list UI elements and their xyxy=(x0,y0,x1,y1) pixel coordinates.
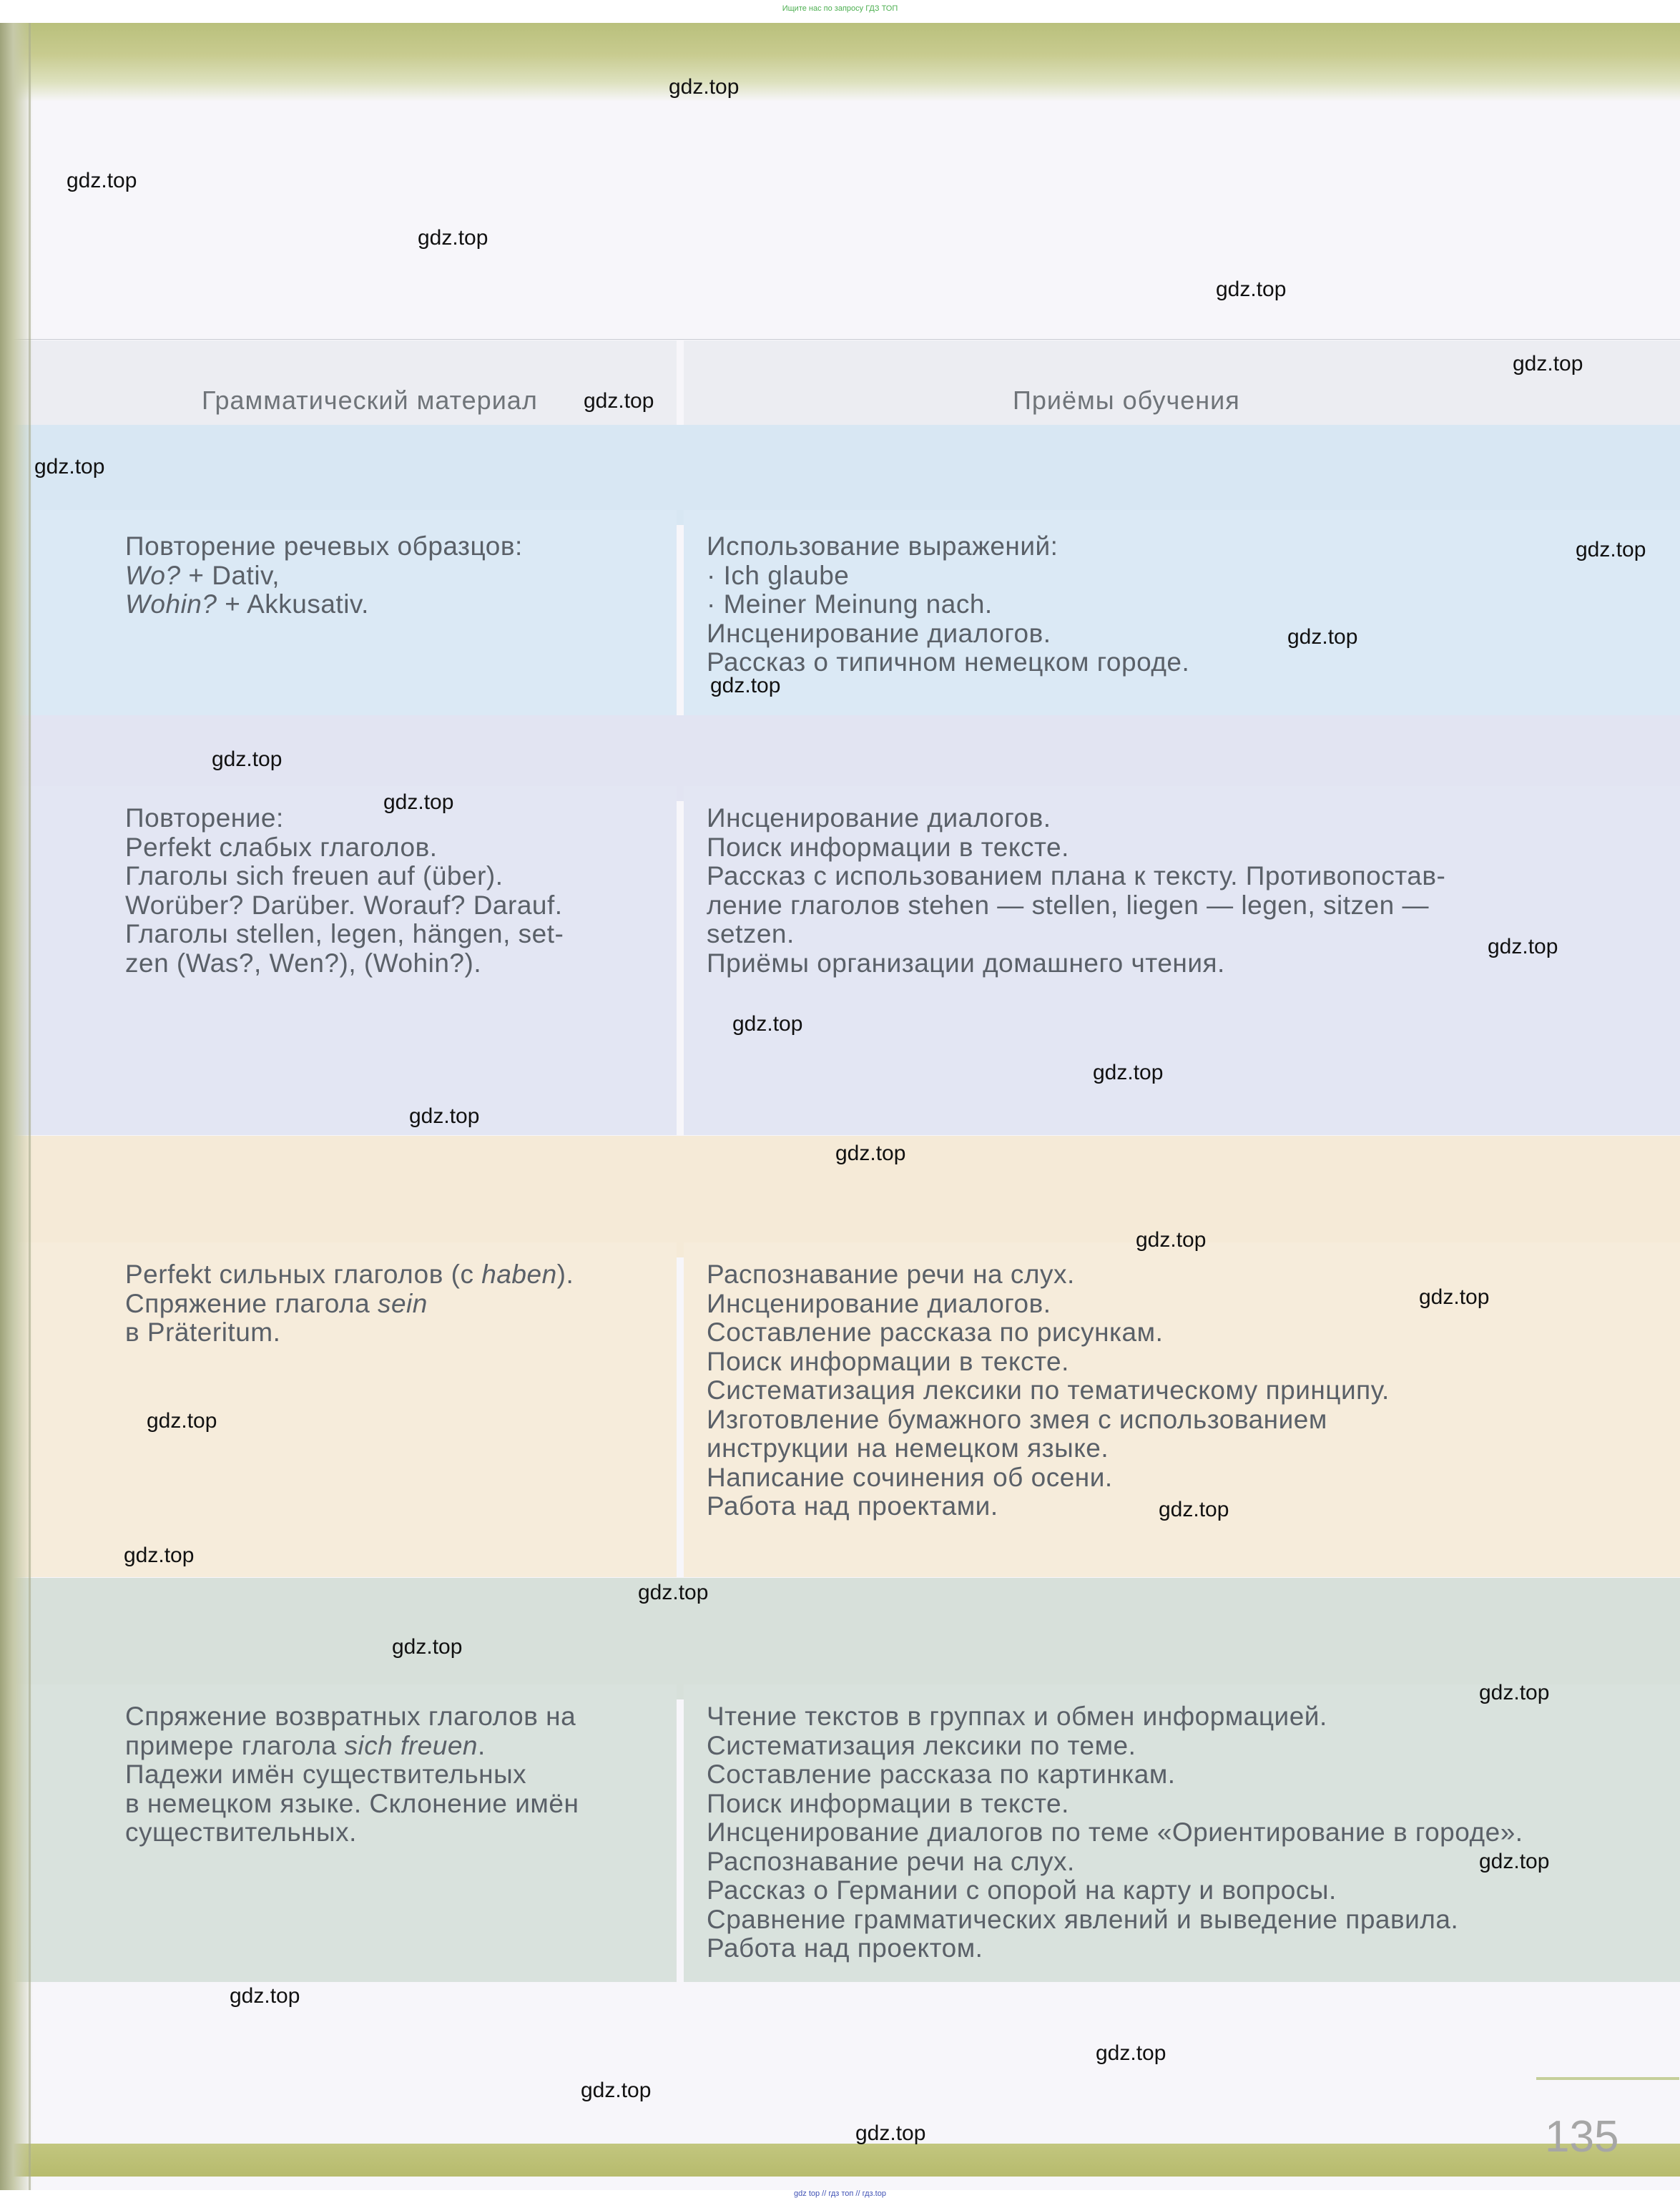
watermark: gdz.top xyxy=(1576,538,1646,561)
textbook-page xyxy=(0,23,1680,2190)
watermark: gdz.top xyxy=(212,747,283,771)
watermark: gdz.top xyxy=(383,790,454,814)
row-1-methods: Использование выражений: · Ich glaube · Meiner Meinung nach. Инсценирование диалогов. Рассказ о типичном немецком городе. xyxy=(707,531,1190,677)
watermark: gdz.top xyxy=(638,1581,709,1604)
watermark: gdz.top xyxy=(34,455,105,479)
section-band-4 xyxy=(0,1578,1680,1699)
watermark: gdz.top xyxy=(147,1409,217,1433)
watermark: gdz.top xyxy=(710,674,781,697)
row-4-grammar: Спряжение возвратных глаголов на примере глагола sich freuen. Падежи имён существительных в немецком языке. Склонение имён существительных. xyxy=(125,1702,579,1847)
watermark: gdz.top xyxy=(1136,1228,1207,1252)
column-header-methods: Приёмы обучения xyxy=(1013,386,1240,415)
watermark: gdz.top xyxy=(230,1984,300,2008)
watermark: gdz.top xyxy=(1287,625,1358,649)
watermark: gdz.top xyxy=(1096,2041,1166,2065)
watermark: gdz.top xyxy=(584,389,654,413)
row-2-methods: Инсценирование диалогов. Поиск информации в тексте. Рассказ с использованием плана к тексту. Противопостав- ление глаголов stehen — stellen, liegen — legen, sitzen — setzen. Приёмы организации домашнего чтения. xyxy=(707,803,1446,978)
watermark: gdz.top xyxy=(1419,1285,1490,1309)
watermark: gdz.top xyxy=(732,1012,803,1036)
book-spine-line xyxy=(29,23,31,2190)
header-rule xyxy=(0,339,1680,340)
page-number: 135 xyxy=(1545,2112,1619,2162)
watermark: gdz.top xyxy=(581,2079,652,2102)
page-number-rule xyxy=(1536,2077,1679,2080)
watermark: gdz.top xyxy=(1093,1061,1164,1084)
watermark: gdz.top xyxy=(1479,1681,1550,1704)
watermark: gdz.top xyxy=(392,1635,463,1659)
watermark: gdz.top xyxy=(67,169,137,192)
watermark: gdz.top xyxy=(855,2121,926,2145)
bottom-decor-band xyxy=(0,2144,1680,2177)
watermark: gdz.top xyxy=(835,1142,906,1165)
top-note: Ищите нас по запросу ГДЗ ТОП xyxy=(782,4,898,13)
row-3-methods: Распознавание речи на слух. Инсценирование диалогов. Составление рассказа по рисункам. Поиск информации в тексте. Систематизация лексики по тематическому принципу. Изготовление бумажного змея с использованием инструкции на немецком языке. Написание сочинения об осени. Работа над проектами. xyxy=(707,1260,1390,1521)
watermark: gdz.top xyxy=(1488,935,1558,958)
column-header-grammar: Грамматический материал xyxy=(202,386,538,415)
row-4-methods: Чтение текстов в группах и обмен информацией. Систематизация лексики по теме. Составление рассказа по картинкам. Поиск информации в тексте. Инсценирование диалогов по теме «Ориентирование в городе». Распознавание речи на слух. Рассказ о Германии с опорой на карту и вопросы. Сравнение грамматических явлений и выведение правила. Работа над проектом. xyxy=(707,1702,1523,1963)
watermark: gdz.top xyxy=(1479,1850,1550,1873)
watermark: gdz.top xyxy=(124,1544,195,1567)
watermark: gdz.top xyxy=(409,1104,480,1128)
row-2-grammar: Повторение: Perfekt слабых глаголов. Глаголы sich freuen auf (über). Worüber? Darüber. Worauf? Darauf. Глаголы stellen, legen, hängen, set- zen (Was?, Wen?), (Wohin?). xyxy=(125,803,564,978)
row-1-grammar: Повторение речевых образцов: Wo? + Dativ, Wohin? + Akkusativ. xyxy=(125,531,523,619)
watermark: gdz.top xyxy=(1216,278,1287,301)
watermark: gdz.top xyxy=(1159,1498,1229,1521)
watermark: gdz.top xyxy=(1513,352,1583,376)
bottom-note: gdz top // гдз топ // гдз.top xyxy=(794,2189,886,2198)
top-decor-band xyxy=(0,23,1680,102)
watermark: gdz.top xyxy=(669,75,740,99)
watermark: gdz.top xyxy=(418,226,488,250)
row-3-grammar: Perfekt сильных глаголов (с haben). Спряжение глагола sein в Präteritum. xyxy=(125,1260,574,1347)
